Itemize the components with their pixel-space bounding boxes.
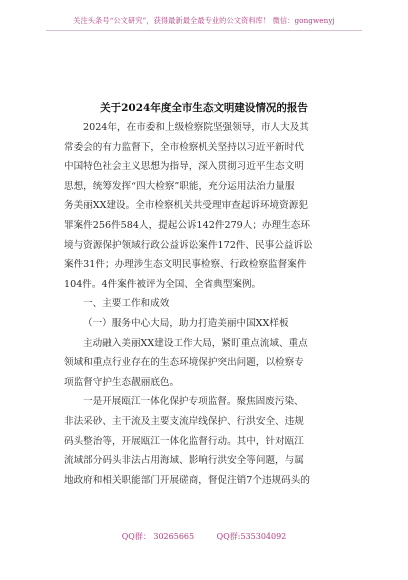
body-line: 罪案件256件584人，提起公诉142件279人；办理生态环 (64, 219, 310, 231)
footer-contact (0, 531, 408, 542)
body-line: 项监督守护生态靓丽底色。 (64, 376, 180, 388)
document-title: 关于2024年度全市生态文明建设情况的报告 (100, 102, 308, 114)
body-line: 常委会的有力监督下，全市检察机关坚持以习近平新时代 (64, 141, 304, 153)
body-line: 2024年，在市委和上级检察院坚强领导，市人大及其 (83, 122, 309, 133)
body-line: 一是开展瓯江一体化保护专项监督。聚焦固废污染、 (83, 396, 304, 408)
header-banner: 关注头条号“公文研究”，获得最新最全最专业的公文资料库！ 微信：gongwenyj (73, 16, 335, 25)
body-line: 104件。4件案件被评为全国、全省典型案例。 (64, 278, 262, 290)
body-line: 地政府和相关职能部门开展磋商，督促注销7个违规码头的 (64, 474, 310, 486)
subsection-heading: （一）服务中心大局，助力打造美丽中国XX样板 (83, 317, 289, 329)
body-line: 案件31件；办理涉生态文明民事检察、行政检察监督案件 (64, 259, 307, 271)
body-line: 中国特色社会主义思想为指导，深入贯彻习近平生态文明 (64, 161, 304, 173)
document-body (64, 118, 348, 490)
header-divider (46, 30, 362, 31)
body-line: 主动融入美丽XX建设工作大局，紧盯重点流域、重点 (83, 337, 308, 349)
body-line: 码头整治等，开展瓯江一体化监督行动。其中，针对瓯江 (64, 435, 304, 447)
footer-qq-1: QQ群： 30265665 (121, 532, 195, 541)
section-heading: 一、主要工作和成效 (83, 298, 170, 310)
body-line: 非法采砂、主干流及主要支流岸线保护、行洪安全、违规 (64, 415, 304, 427)
body-line: 流域部分码头非法占用海域、影响行洪安全等问题，与属 (64, 455, 304, 467)
body-line: 务美丽XX建设。全市检察机关共受理审查起诉环境资源犯 (64, 200, 308, 212)
body-line: 思想，统筹发挥“四大检察”职能，充分运用法治力量服 (64, 180, 295, 192)
body-line: 领域和重点行业存在的生态环境保护突出问题，以检察专 (64, 357, 304, 369)
body-line: 境与资源保护领域行政公益诉讼案件172件、民事公益诉讼 (64, 239, 313, 251)
footer-qq-2: QQ群:535304092 (216, 532, 287, 541)
